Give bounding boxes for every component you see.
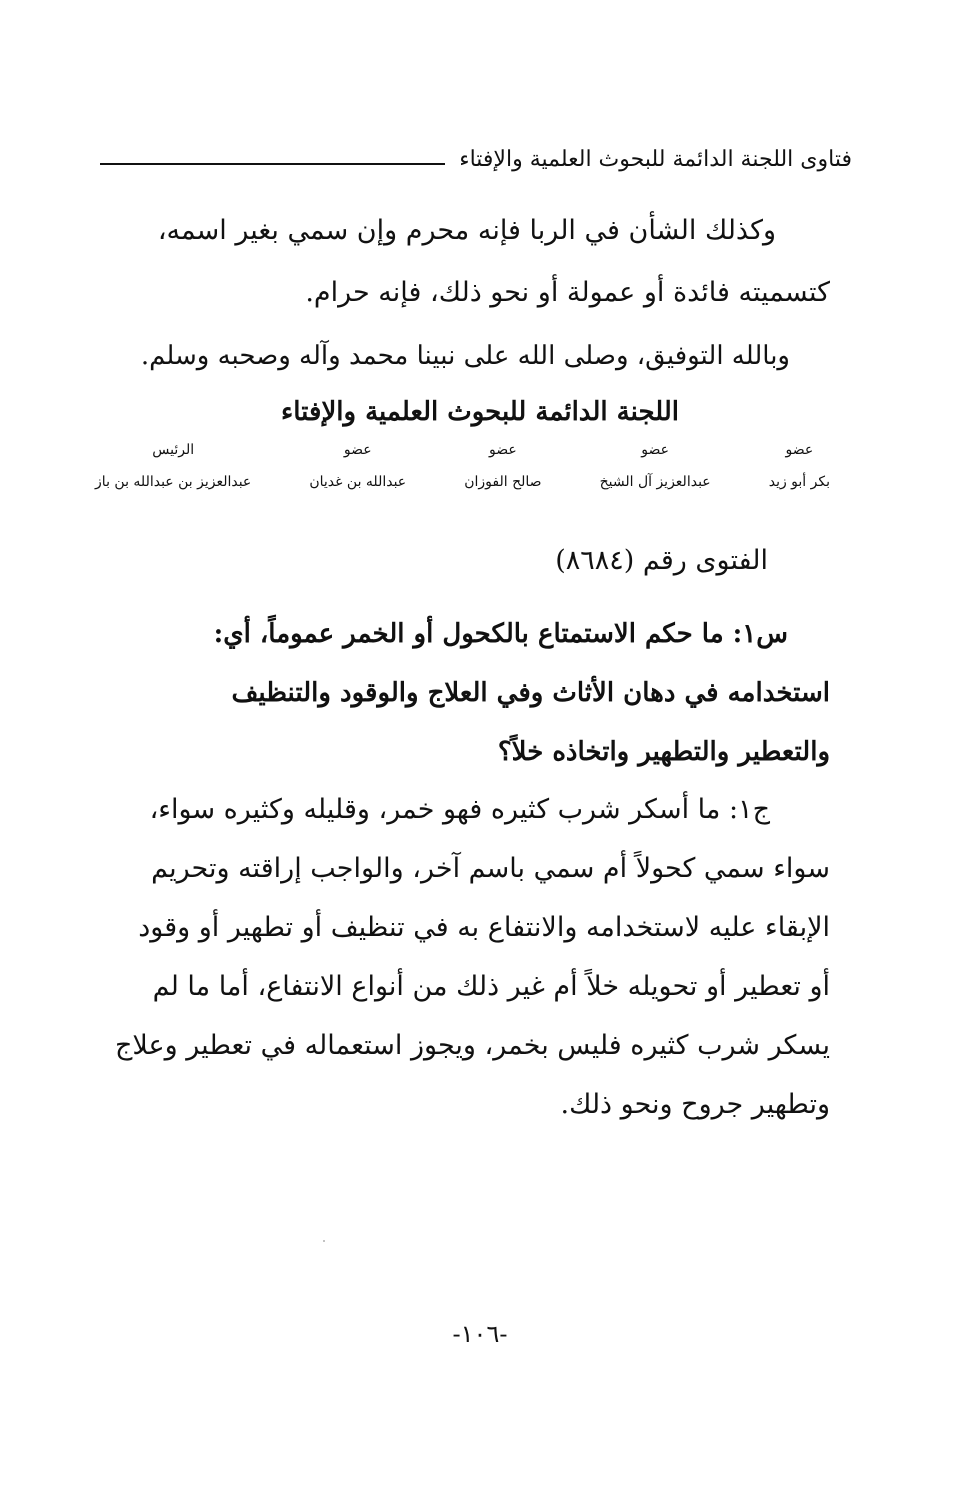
signatory-name: عبدالله بن غديان [309,474,407,490]
signatory-role: عضو [489,442,517,458]
signatory-name: عبدالعزيز بن عبدالله بن باز [95,474,252,490]
question-line: س١: ما حكم الاستمتاع بالكحول أو الخمر عموماً، أي: [213,619,788,649]
signatory-name: صالح الفوزان [464,474,542,490]
running-header [100,135,852,175]
intro-line: كتسميته فائدة أو عمولة أو نحو ذلك، فإنه حرام. [305,277,830,308]
header-rule [100,163,445,165]
page-number: -١٠٦- [452,1320,508,1348]
closing-formula: وبالله التوفيق، وصلى الله على نبينا محمد وآله وصحبه وسلم. [140,341,790,371]
signature-block [95,440,830,492]
signatory [309,440,406,492]
signatory [769,440,830,492]
question-paragraph [100,605,830,782]
fatwa-number: الفتوى رقم (٨٦٨٤) [555,545,768,576]
answer-line: سواء سمي كحولاً أم سمي باسم آخر، والواجب إراقته وتحريم [151,853,830,884]
header-title: فتاوى اللجنة الدائمة للبحوث العلمية والإفتاء [459,147,852,173]
committee-name: اللجنة الدائمة للبحوث العلمية والإفتاء [281,397,679,427]
signatory [464,440,541,492]
signatory [95,440,251,492]
answer-line: الإبقاء عليه لاستخدامه والانتفاع به في تنظيف أو تطهير أو وقود [138,912,830,943]
signatory-role: عضو [785,442,814,458]
signatory-role: عضو [641,442,669,458]
question-line: والتعطير والتطهير واتخاذه خلاً؟ [497,737,830,767]
signatory-role: عضو [343,442,372,458]
answer-line: أو تعطير أو تحويله خلاً أم غير ذلك من أنواع الانتفاع، أما ما لم [152,971,830,1002]
signatory-role: الرئيس [152,442,195,458]
intro-paragraph [100,200,830,324]
answer-line: ج١: ما أسكر شرب كثيره فهو خمر، وقليله وكثيره سواء، [149,794,770,825]
scan-speck [323,1240,325,1242]
signatory [600,440,711,492]
intro-line: وكذلك الشأن في الربا فإنه محرم وإن سمي بغير اسمه، [157,215,776,246]
answer-paragraph [100,780,830,1134]
question-line: استخدامه في دهان الأثاث وفي العلاج والوقود والتنظيف [231,678,830,708]
answer-line: وتطهير جروح ونحو ذلك. [560,1089,830,1120]
signatory-name: عبدالعزيز آل الشيخ [599,474,711,490]
signatory-name: بكر أبو زيد [768,474,830,490]
answer-line: يسكر شرب كثيره فليس بخمر، ويجوز استعماله في تعطير وعلاج [115,1030,830,1061]
